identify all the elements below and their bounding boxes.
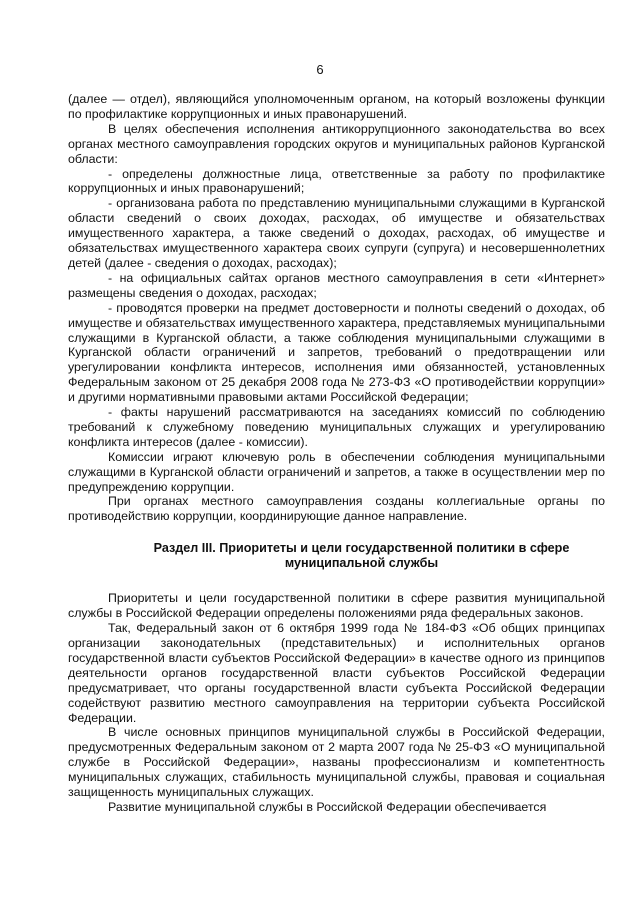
list-item: - определены должностные лица, ответственные за работу по профилактике коррупционных и иных правонарушений; xyxy=(68,166,605,196)
list-item: - на официальных сайтах органов местного самоуправления в сети «Интернет» размещены сведения о доходах, расходах; xyxy=(68,270,605,300)
page-number: 6 xyxy=(316,62,324,77)
list-item: - проводятся проверки на предмет достоверности и полноты сведений о доходах, об имуществе и обязательствах имущественного характера, представляемых муниципальными служащими в Курганской области, а также соблюдения муниципальными служащими в Курганской области ограничений и запретов, требований о предотвращении или урегулировании конфликта интересов, исполнения ими обязанностей, установленных Федеральным законом от 25 декабря 2008 года № 273-ФЗ «О противодействии коррупции» и другими нормативными правовыми актами Российской Федерации; xyxy=(68,300,605,405)
paragraph: Комиссии играют ключевую роль в обеспечении соблюдения муниципальными служащими в Курганской области ограничений и запретов, а также в осуществлении мер по предупреждению коррупции. xyxy=(68,449,605,494)
document-body xyxy=(68,92,605,815)
paragraph: При органах местного самоуправления созданы коллегиальные органы по противодействию коррупции, координирующие данное направление. xyxy=(68,494,605,524)
paragraph: Так, Федеральный закон от 6 октября 1999 года № 184-ФЗ «Об общих принципах организации законодательных (представительных) и исполнительных органов государственной власти субъектов Российской Федерации» в качестве одного из принципов деятельности органов государственной власти субъектов Российской Федерации предусматривает, что органы государственной власти субъекта Российской Федерации содействуют развитию местного самоуправления на территории субъекта Российской Федерации. xyxy=(68,621,605,725)
section-heading: Раздел III. Приоритеты и цели государственной политики в сфере муниципальной службы xyxy=(153,541,570,571)
list-item: - организована работа по представлению муниципальными служащими в Курганской области сведений о своих доходах, расходах, об имуществе и обязательствах имущественного характера, а также сведений о доходах, расходах, об имуществе и обязательствах имущественного характера своих супруги (супруга) и несовершеннолетних детей (далее - сведения о доходах, расходах); xyxy=(68,196,605,270)
paragraph: (далее — отдел), являющийся уполномоченным органом, на который возложены функции по профилактике коррупционных и иных правонарушений. xyxy=(68,92,605,121)
paragraph: В целях обеспечения исполнения антикоррупционного законодательства во всех органах местного самоуправления городских округов и муниципальных районов Курганской области: xyxy=(68,121,605,166)
paragraph: Приоритеты и цели государственной политики в сфере развития муниципальной службы в Российской Федерации определены положениями ряда федеральных законов. xyxy=(68,591,605,621)
paragraph: В числе основных принципов муниципальной службы в Российской Федерации, предусмотренных Федеральным законом от 2 марта 2007 года № 25-ФЗ «О муниципальной службе в Российской Федерации», названы профессионализм и компетентность муниципальных служащих, стабильность муниципальной службы, правовая и социальная защищенность муниципальных служащих. xyxy=(68,725,605,800)
list-item: - факты нарушений рассматриваются на заседаниях комиссий по соблюдению требований к служебному поведению муниципальных служащих и урегулированию конфликта интересов (далее - комиссии). xyxy=(68,405,605,449)
paragraph: Развитие муниципальной службы в Российской Федерации обеспечивается xyxy=(108,799,547,814)
